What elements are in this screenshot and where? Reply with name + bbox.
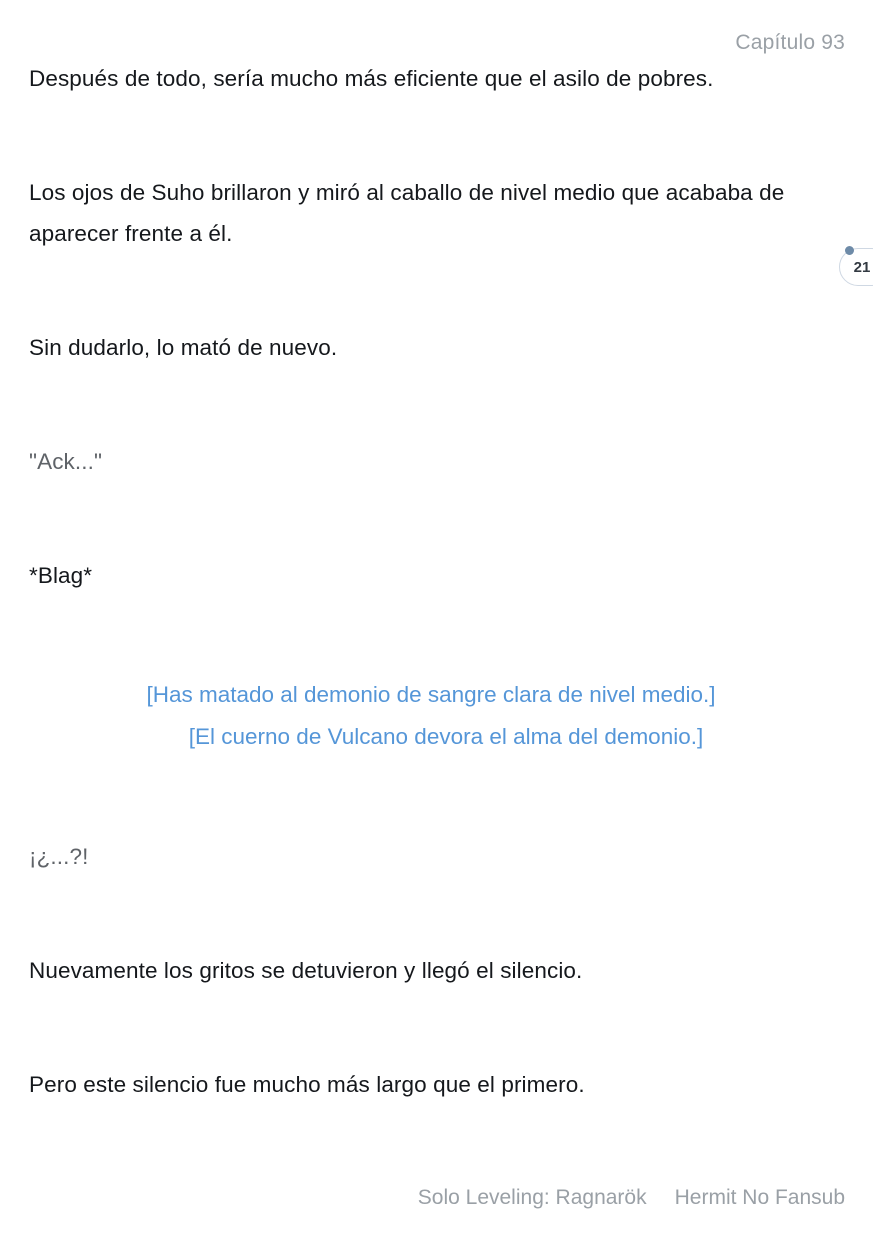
chapter-content	[29, 58, 833, 1105]
dialogue-line: "Ack..."	[29, 449, 103, 474]
system-message: [El cuerno de Vulcano devora el alma del demonio.]	[188, 724, 704, 749]
footer	[0, 1186, 845, 1210]
footer-series-title: Solo Leveling: Ragnarök	[417, 1186, 647, 1209]
footer-group-name: Hermit No Fansub	[674, 1186, 845, 1209]
spacer	[29, 758, 833, 836]
page-marker[interactable]	[839, 248, 873, 286]
system-message: [Has matado al demonio de sangre clara de nivel medio.]	[146, 682, 716, 707]
spacer	[29, 877, 833, 950]
page-marker-dot-icon	[845, 246, 854, 255]
spacer	[29, 991, 833, 1064]
spacer	[29, 482, 833, 555]
spacer	[29, 254, 833, 327]
chapter-label: Capítulo 93	[735, 31, 845, 54]
paragraph: Pero este silencio fue mucho más largo que el primero.	[29, 1072, 585, 1097]
paragraph: Los ojos de Suho brillaron y miró al caballo de nivel medio que acababa de aparecer frente a él.	[29, 180, 785, 246]
spacer	[29, 99, 833, 172]
spacer	[29, 368, 833, 441]
paragraph: Nuevamente los gritos se detuvieron y llegó el silencio.	[29, 958, 583, 983]
paragraph: Después de todo, sería mucho más eficiente que el asilo de pobres.	[29, 66, 714, 91]
system-message-block	[29, 674, 833, 758]
spacer	[29, 596, 833, 674]
sound-effect-line: *Blag*	[29, 563, 93, 588]
page-marker-number: 21	[853, 258, 871, 276]
paragraph: ¡¿...?!	[29, 844, 89, 869]
paragraph: Sin dudarlo, lo mató de nuevo.	[29, 335, 338, 360]
